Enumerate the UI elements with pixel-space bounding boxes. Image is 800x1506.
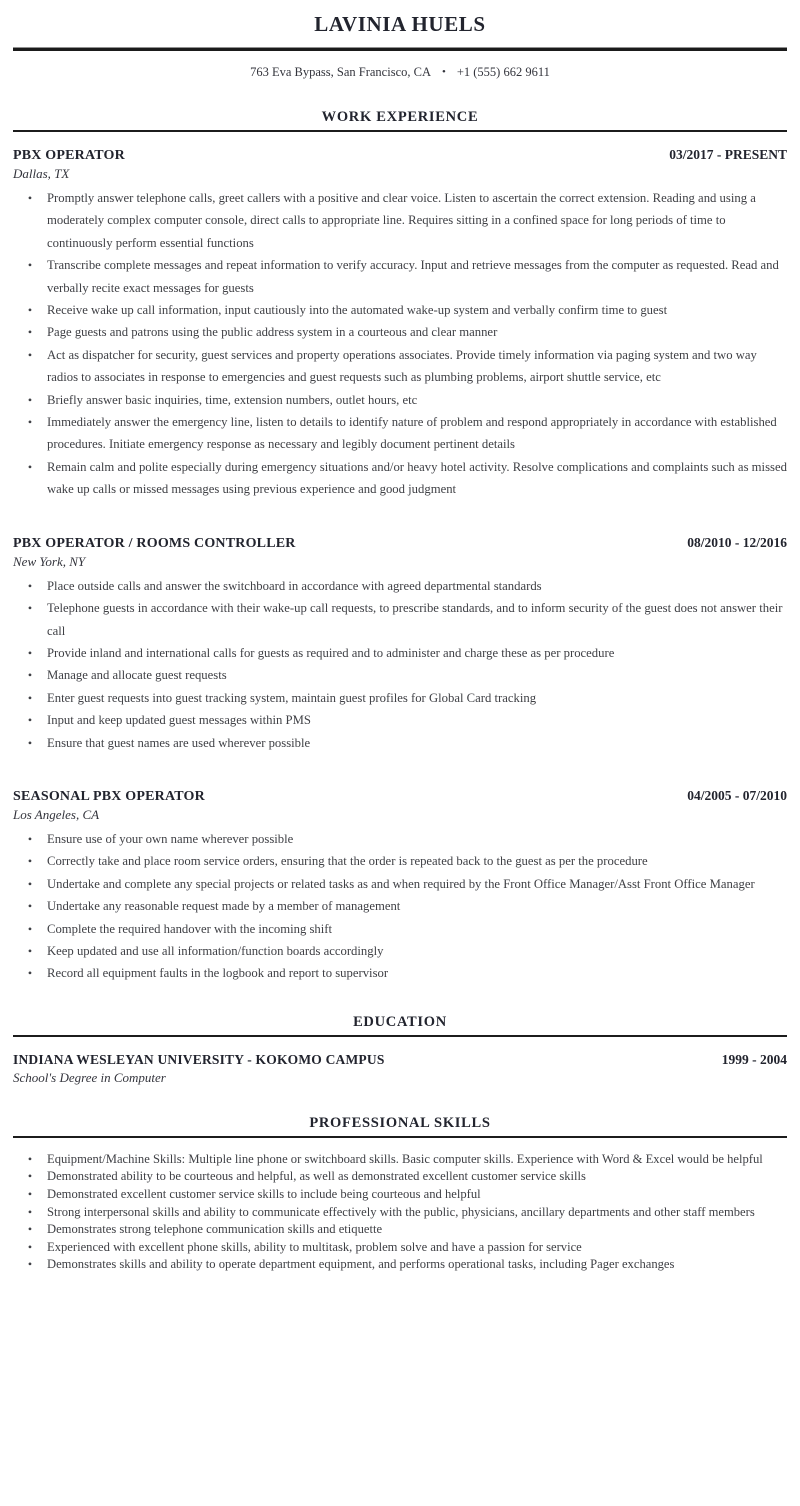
list-item [13,1239,787,1257]
education-header [13,1052,787,1068]
skills-bullet-list [13,1151,787,1274]
list-item [13,642,787,664]
list-item [13,895,787,917]
job-dates: 03/2017 - PRESENT [669,147,787,162]
bullet-text: Demonstrates strong telephone communication skills and etiquette [47,1222,383,1237]
list-item [13,732,787,754]
bullet-icon [26,664,34,686]
list-item [13,1151,787,1169]
list-item [13,411,787,456]
bullet-text: Demonstrated excellent customer service skills to include being courteous and helpful [47,1186,481,1201]
list-item [13,1221,787,1239]
bullet-icon [26,873,34,895]
bullet-icon [26,732,34,754]
bullet-icon [26,642,34,664]
bullet-icon [26,299,34,321]
bullet-icon [26,895,34,917]
list-item [13,828,787,850]
bullet-icon [26,962,34,984]
bullet-icon [26,1204,34,1222]
job-header [13,535,787,552]
job-location: New York, NY [13,553,86,569]
job-entry [13,535,787,754]
job-bullet-list [13,828,787,985]
list-item [13,389,787,411]
bullet-icon [26,918,34,940]
section-divider [13,130,787,132]
section-professional-skills [13,1115,787,1274]
bullet-icon [26,411,34,456]
bullet-text: Experienced with excellent phone skills, ability to multitask, problem solve and have a passion for service [47,1239,582,1254]
list-item [13,456,787,501]
contact-line [13,65,787,80]
bullet-text: Act as dispatcher for security, guest services and property operations associates. Provide timely information via paging system and two way radios to associates in response to emergencies and guest requests such as plumbing problems, airport shuttle service, etc [47,347,757,385]
section-divider [13,1035,787,1037]
contact-separator-dot: • [441,66,446,78]
job-title: SEASONAL PBX OPERATOR [13,788,205,804]
job-entry [13,147,787,501]
contact-address: 763 Eva Bypass, San Francisco, CA [250,65,431,79]
bullet-text: Enter guest requests into guest tracking system, maintain guest profiles for Global Card tracking [47,690,537,705]
list-item [13,687,787,709]
bullet-icon [26,254,34,299]
bullet-icon [26,1151,34,1169]
bullet-text: Transcribe complete messages and repeat information to verify accuracy. Input and retrieve messages from the computer as requested. Read and verbally recite exact messages for guests [47,258,779,295]
bullet-icon [26,344,34,389]
job-location: Dallas, TX [13,166,70,181]
job-title: PBX OPERATOR [13,148,125,163]
list-item [13,344,787,389]
list-item [13,575,787,597]
job-header [13,147,787,164]
bullet-text: Receive wake up call information, input cautiously into the automated wake-up system and verbally confirm time to guest [47,303,668,318]
job-dates: 04/2005 - 07/2010 [687,787,787,803]
bullet-text: Promptly answer telephone calls, greet callers with a positive and clear voice. Listen to ascertain the correct extension. Reading and using a moderately complex computer console, direct calls to appropriate line. Requires sitting in a confined space for long periods of time to continuously perform essential functions [47,191,756,250]
contact-phone: +1 (555) 662 9611 [456,65,550,79]
bullet-text: Complete the required handover with the incoming shift [47,921,333,936]
bullet-text: Place outside calls and answer the switchboard in accordance with agreed departmental standards [47,578,542,593]
education-entry [13,1052,787,1086]
job-entry [13,788,787,985]
bullet-icon [26,1239,34,1257]
list-item [13,1168,787,1186]
bullet-text: Ensure use of your own name wherever possible [47,831,294,846]
bullet-text: Demonstrated ability to be courteous and helpful, as well as demonstrated excellent customer service skills [47,1169,586,1184]
bullet-text: Page guests and patrons using the public address system in a courteous and clear manner [47,325,498,340]
job-header [13,788,787,805]
list-item [13,1256,787,1274]
list-item [13,1186,787,1204]
candidate-name: LAVINIA HUELS [314,12,486,36]
list-item [13,873,787,895]
section-divider [13,1136,787,1138]
education-dates: 1999 - 2004 [721,1051,787,1067]
bullet-text: Telephone guests in accordance with their wake-up call requests, to prescribe standards, and to inform security of the guest does not answer their call [47,601,783,638]
bullet-icon [26,389,34,411]
bullet-icon [26,709,34,731]
bullet-icon [26,575,34,597]
bullet-text: Correctly take and place room service orders, ensuring that the order is repeated back to the guest as per the procedure [47,854,648,869]
bullet-text: Keep updated and use all information/function boards accordingly [47,943,384,958]
bullet-icon [26,321,34,343]
bullet-icon [26,850,34,872]
job-bullet-list [13,575,787,754]
list-item [13,299,787,321]
bullet-text: Briefly answer basic inquiries, time, extension numbers, outlet hours, etc [47,392,418,407]
bullet-icon [26,687,34,709]
education-title: EDUCATION [353,1013,447,1030]
work-experience-title: WORK EXPERIENCE [321,109,479,125]
professional-skills-title: PROFESSIONAL SKILLS [309,1114,491,1131]
list-item [13,918,787,940]
bullet-icon [26,597,34,642]
bullet-icon [26,187,34,254]
bullet-icon [26,1256,34,1274]
job-dates: 08/2010 - 12/2016 [687,534,787,550]
list-item [13,664,787,686]
list-item [13,254,787,299]
header-divider [13,47,787,51]
job-location: Los Angeles, CA [13,806,100,822]
bullet-icon [26,828,34,850]
section-work-experience [13,109,787,985]
bullet-text: Demonstrates skills and ability to operate department equipment, and performs operational tasks, including Pager exchanges [47,1257,675,1272]
list-item [13,321,787,343]
bullet-icon [26,1186,34,1204]
bullet-icon [26,940,34,962]
bullet-text: Manage and allocate guest requests [47,668,227,683]
bullet-text: Provide inland and international calls for guests as required and to administer and charge these as per procedure [47,645,615,660]
list-item [13,850,787,872]
list-item [13,940,787,962]
bullet-text: Strong interpersonal skills and ability to communicate effectively with the public, physicians, ancillary departments and other staff members [47,1204,755,1219]
section-education [13,1014,787,1086]
bullet-text: Record all equipment faults in the logbook and report to supervisor [47,966,389,981]
bullet-icon [26,456,34,501]
bullet-text: Undertake and complete any special projects or related tasks as and when required by the Front Office Manager/Asst Front Office Manager [47,876,755,891]
bullet-icon [26,1221,34,1239]
resume-header [13,12,787,80]
education-school: INDIANA WESLEYAN UNIVERSITY - KOKOMO CAMPUS [13,1051,385,1067]
list-item [13,1204,787,1222]
education-degree: School's Degree in Computer [13,1069,166,1085]
bullet-text: Equipment/Machine Skills: Multiple line phone or switchboard skills. Basic computer skills. Experience with Word & Excel would be helpful [47,1151,763,1166]
list-item [13,187,787,254]
bullet-text: Input and keep updated guest messages within PMS [47,713,311,728]
bullet-text: Undertake any reasonable request made by a member of management [47,899,401,914]
job-title: PBX OPERATOR / ROOMS CONTROLLER [13,535,296,551]
bullet-text: Immediately answer the emergency line, listen to details to identify nature of problem and respond appropriately in accordance with established procedures. Initiate emergency response as necessary and legibly document pertinent details [47,415,777,452]
bullet-text: Remain calm and polite especially during emergency situations and/or heavy hotel activity. Resolve complications and complaints such as missed wake up calls or missed messages using previous experience and good judgment [47,459,787,497]
list-item [13,962,787,984]
bullet-icon [26,1168,34,1186]
bullet-text: Ensure that guest names are used wherever possible [47,735,311,750]
job-bullet-list [13,187,787,501]
list-item [13,597,787,642]
list-item [13,709,787,731]
